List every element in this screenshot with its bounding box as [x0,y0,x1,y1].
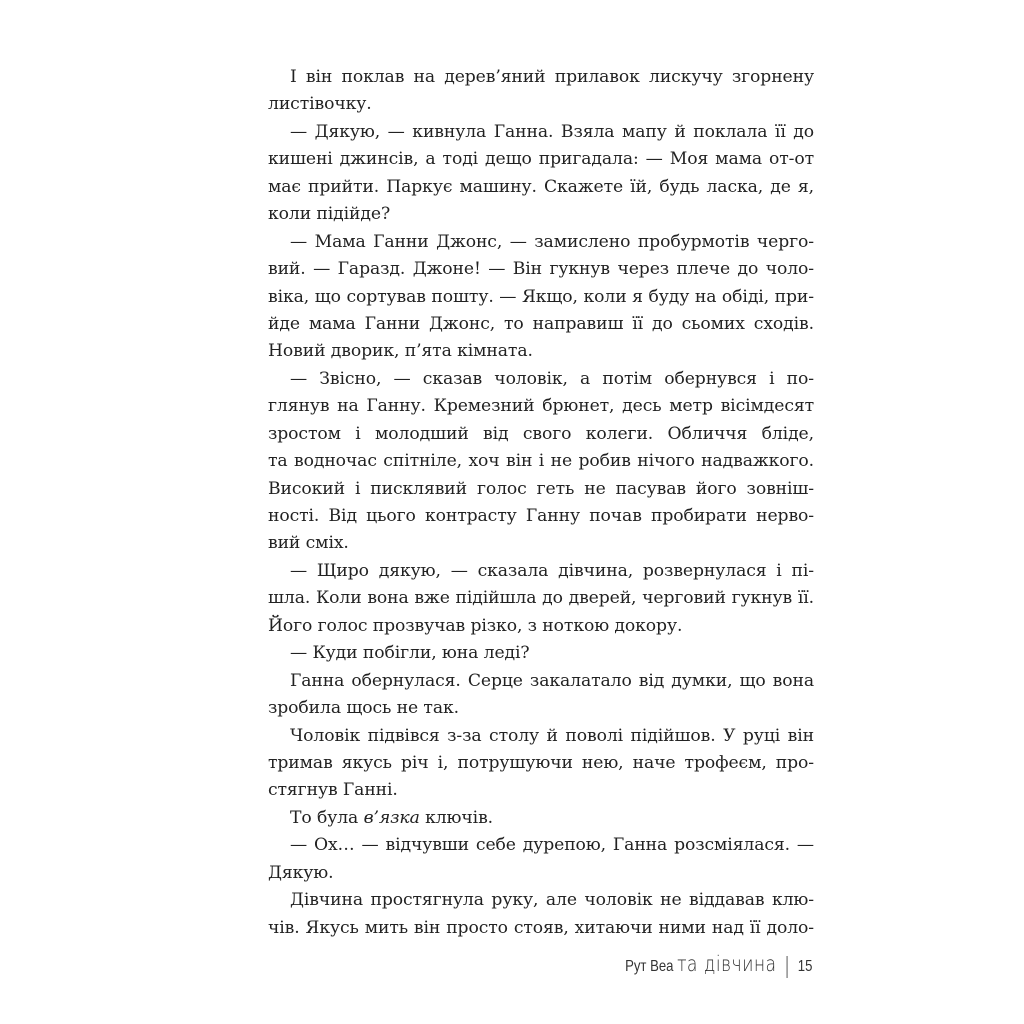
italic-emphasis: в’язка [363,807,420,828]
text-line: — Куди побігли, юна леді? [290,643,530,664]
paragraph [268,366,814,558]
text-line: Його голос прозвучав різко, з ноткою докору. [268,615,683,636]
text-line: тримав якусь річ і, потрушуючи нею, наче трофеєм, про- [268,752,814,773]
text-line: зробила щось не так. [268,698,459,719]
text-line: І він поклав на дерев’яний прилавок лискучу згорнену [290,67,814,87]
text-line: Дівчина простягнула руку, але чоловік не віддавав клю- [290,890,814,911]
running-footer [625,952,812,978]
paragraph [268,640,814,667]
paragraph [268,832,814,887]
paragraph [268,887,814,942]
text-line: чів. Якусь мить він просто стояв, хитаючи ними над її доло- [268,917,814,938]
text-line: кишені джинсів, а тоді дещо пригадала: — Моя мама от-от [268,149,814,170]
paragraph [268,805,814,832]
text-line: стягнув Ганні. [268,780,398,801]
text-segment: ключів. [419,807,494,828]
text-line: шла. Коли вона вже підійшла до дверей, черговий гукнув її. [268,588,814,609]
text-line: вий сміх. [268,533,349,554]
text-line: коли підійде? [268,204,391,225]
text-line: має прийти. Паркує машину. Скажете їй, будь ласка, де я, [268,176,814,197]
text-line: — Дякую, — кивнула Ганна. Взяла мапу й поклала її до [290,121,814,142]
text-line: зростом і молодший від свого колеги. Обличчя бліде, [268,423,814,444]
paragraph [268,723,814,805]
text-line: — Щиро дякую, — сказала дівчина, розвернулася і пі- [290,560,814,581]
text-line: йде мама Ганни Джонс, то направиш її до сьомих сходів. [268,313,814,334]
text-line: Чоловік підвівся з-за столу й поволі підійшов. У руці він [290,725,814,746]
text-line: — Ох… — відчувши себе дурепою, Ганна розсміялася. — [290,835,814,856]
paragraph [268,668,814,723]
text-line: листівочку. [268,94,372,115]
text-line [268,805,814,832]
text-line: — Мама Ганни Джонс, — замислено пробурмотів черго- [290,231,814,252]
text-line: та водночас спітніле, хоч він і не робив нічого надважкого. [268,451,814,472]
paragraph [268,229,814,366]
page-number: 15 [797,958,812,975]
footer-separator [786,956,787,978]
text-line: Новий дворик, п’ята кімната. [268,341,533,362]
text-line: глянув на Ганну. Кремезний брюнет, десь метр вісімдесят [268,396,814,417]
paragraph [268,64,814,119]
footer-book-title: та дівчина [676,952,777,976]
paragraph [268,119,814,229]
text-line: — Звісно, — сказав чоловік, а потім обернувся і по- [290,368,814,389]
paragraph [268,558,814,640]
footer-author: Рут Веа [624,958,674,975]
text-segment: То була [290,807,364,828]
text-line: віка, що сортував пошту. — Якщо, коли я буду на обіді, при- [268,286,814,307]
text-line: вий. — Гаразд. Джоне! — Він гукнув через плече до чоло- [268,259,814,280]
text-line: Ганна обернулася. Серце закалатало від думки, що вона [290,670,814,691]
page-body [268,64,814,942]
text-line: ності. Від цього контрасту Ганну почав пробирати нерво- [268,506,814,526]
text-line: Дякую. [268,862,334,883]
text-line: Високий і писклявий голос геть не пасував його зовніш- [268,478,814,499]
